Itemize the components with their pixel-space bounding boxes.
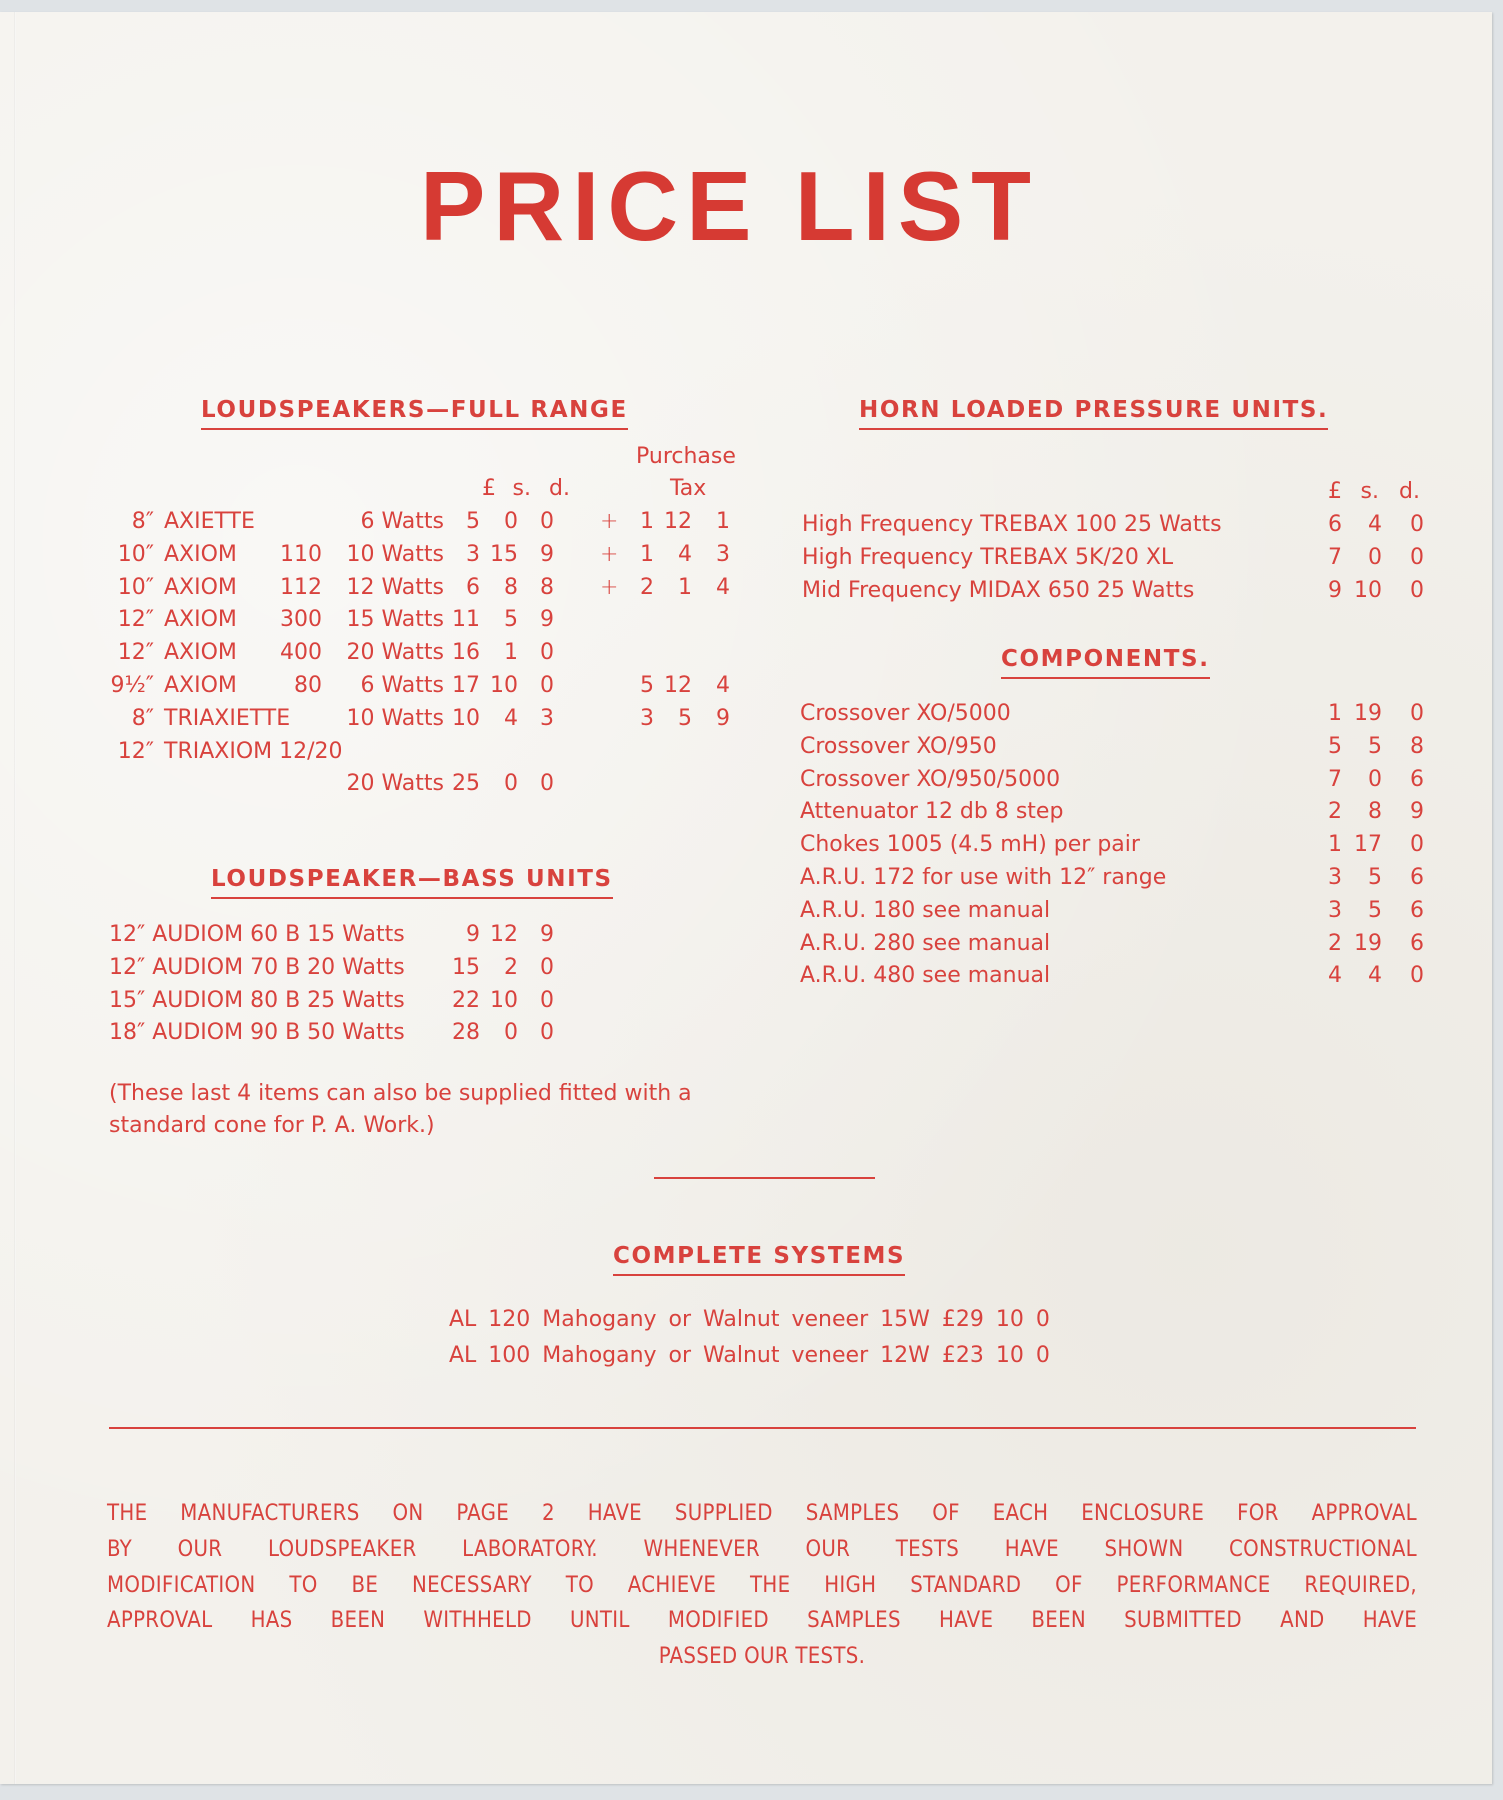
price-cell: 3 (640, 705, 654, 731)
price-cell: 1 (716, 509, 730, 534)
price-cell: 17 (452, 673, 480, 698)
speaker-model: AXIETTE (164, 509, 255, 534)
price-cell: 10 (452, 705, 480, 731)
price-cell: 1 (640, 541, 654, 567)
price-cell: 11 (452, 607, 480, 633)
price-cell: 5 (678, 705, 692, 731)
price-cell: 6 (1410, 766, 1424, 792)
plus-sign: + (600, 574, 619, 600)
full-range-heading: LOUDSPEAKERS—FULL RANGE (201, 397, 628, 430)
model-number: 400 (280, 640, 322, 666)
price-cell: 4 (716, 673, 730, 698)
price-cell: 0 (540, 1020, 554, 1046)
price-cell: 5 (1368, 897, 1382, 923)
price-cell: 8 (540, 574, 554, 600)
component-label: A.R.U. 172 for use with 12″ range (800, 865, 1167, 890)
price-cell: 6 (1328, 512, 1342, 537)
price-cell: 2 (1328, 799, 1342, 825)
wattage: 20 Watts (346, 771, 444, 797)
price-cell: 3 (540, 705, 554, 731)
purchase-tax-label: Purchase (636, 444, 736, 469)
speaker-size: 10″ (117, 541, 154, 567)
bass-unit-label: 15″ AUDIOM 80 B 25 Watts (109, 987, 405, 1013)
price-cell: 17 (1354, 832, 1382, 858)
price-cell: 19 (1354, 701, 1382, 726)
speaker-size: 12″ (117, 738, 154, 764)
price-cell: 2 (504, 954, 518, 980)
speaker-model: AXIOM (164, 574, 237, 600)
price-cell: 4 (504, 705, 518, 731)
paper-fold (14, 12, 16, 1784)
price-cell: 4 (1368, 512, 1382, 537)
horn-unit-label: High Frequency TREBAX 5K/20 XL (802, 544, 1174, 570)
speaker-model: AXIOM (164, 607, 237, 633)
price-cell: 22 (452, 987, 480, 1013)
section-divider-long (109, 1427, 1416, 1429)
wattage: 12 Watts (346, 574, 444, 600)
speaker-size: 12″ (117, 640, 154, 666)
price-cell: 0 (1410, 832, 1424, 858)
price-cell: 6 (466, 574, 480, 600)
speaker-size: 10″ (117, 574, 154, 600)
price-cell: 4 (1368, 963, 1382, 989)
model-number: 110 (280, 541, 322, 567)
disclaimer-line: THE MANUFACTURERS ON PAGE 2 HAVE SUPPLIED SAMPLES OF EACH ENCLOSURE FOR APPROVAL (107, 1501, 1417, 1526)
price-cell: 2 (640, 574, 654, 600)
price-cell: 0 (540, 640, 554, 666)
speaker-model: AXIOM (164, 640, 237, 666)
component-label: A.R.U. 280 see manual (800, 930, 1051, 956)
components-heading: COMPONENTS. (1001, 646, 1210, 679)
component-label: A.R.U. 180 see manual (800, 897, 1051, 923)
bass-unit-label: 12″ AUDIOM 60 B 15 Watts (109, 922, 405, 947)
price-cell: 0 (540, 771, 554, 797)
price-cell: 0 (504, 771, 518, 797)
price-cell: 10 (1354, 577, 1382, 603)
speaker-size: 12″ (117, 607, 154, 633)
price-cell: 0 (504, 1020, 518, 1046)
price-cell: 0 (540, 954, 554, 980)
price-cell: 0 (1410, 512, 1424, 537)
price-cell: 1 (640, 509, 654, 534)
price-cell: 15 (452, 954, 480, 980)
complete-system-row: AL 100 Mahogany or Walnut veneer 12W £23 10 0 (449, 1343, 1050, 1368)
price-cell: 0 (504, 509, 518, 534)
price-cell: 3 (1328, 865, 1342, 890)
price-cell: 5 (640, 673, 654, 698)
price-cell: 9 (1410, 799, 1424, 825)
component-label: Crossover XO/950/5000 (800, 766, 1061, 792)
price-cell: 15 (490, 541, 518, 567)
price-cell: 4 (716, 574, 730, 600)
price-cell: 9 (540, 607, 554, 633)
plus-sign: + (600, 509, 619, 534)
complete-system-row: AL 120 Mahogany or Walnut veneer 15W £29 10 0 (449, 1307, 1050, 1332)
plus-sign: + (600, 541, 619, 567)
component-label: Attenuator 12 db 8 step (800, 799, 1064, 825)
wattage: 6 Watts (360, 673, 444, 698)
price-cell: 8 (1368, 799, 1382, 825)
price-cell: 9 (466, 922, 480, 947)
speaker-model: AXIOM (164, 541, 237, 567)
price-cell: 0 (1410, 577, 1424, 603)
component-label: Crossover XO/5000 (800, 701, 1011, 726)
price-cell: 0 (1368, 766, 1382, 792)
price-cell: 6 (1410, 865, 1424, 890)
price-cell: 7 (1328, 544, 1342, 570)
price-cell: 6 (1410, 930, 1424, 956)
component-label: Crossover XO/950 (800, 733, 997, 759)
price-cell: 3 (466, 541, 480, 567)
horn-units-heading: HORN LOADED PRESSURE UNITS. (859, 397, 1328, 430)
page-title: PRICE LIST (420, 151, 1040, 261)
price-cell: 3 (716, 541, 730, 567)
wattage: 20 Watts (346, 640, 444, 666)
horn-unit-label: Mid Frequency MIDAX 650 25 Watts (802, 577, 1195, 603)
model-number: 300 (280, 607, 322, 633)
price-cell: 0 (540, 987, 554, 1013)
speaker-size: 8″ (131, 705, 154, 731)
disclaimer-line: BY OUR LOUDSPEAKER LABORATORY. WHENEVER OUR TESTS HAVE SHOWN CONSTRUCTIONAL (107, 1536, 1417, 1562)
speaker-model: TRIAXIETTE (164, 705, 291, 731)
horn-unit-label: High Frequency TREBAX 100 25 Watts (802, 512, 1222, 537)
price-cell: 4 (678, 541, 692, 567)
wattage: 6 Watts (360, 509, 444, 534)
price-cell: 5 (466, 509, 480, 534)
bass-note-line-1: (These last 4 items can also be supplied fitted with a (109, 1081, 692, 1106)
bass-unit-label: 18″ AUDIOM 90 B 50 Watts (109, 1020, 405, 1046)
complete-systems-heading: COMPLETE SYSTEMS (613, 1243, 905, 1276)
approval-disclaimer (107, 1496, 1417, 1675)
price-cell: 0 (540, 509, 554, 534)
disclaimer-line: PASSED OUR TESTS. (658, 1644, 866, 1670)
price-cell: 28 (452, 1020, 480, 1046)
price-cell: 9 (540, 922, 554, 947)
currency-headers-horn: £ s. d. (1328, 479, 1420, 504)
model-number: 112 (280, 574, 322, 600)
price-cell: 6 (1410, 897, 1424, 923)
price-cell: 3 (1328, 897, 1342, 923)
price-cell: 5 (1368, 733, 1382, 759)
disclaimer-line: MODIFICATION TO BE NECESSARY TO ACHIEVE THE HIGH STANDARD OF PERFORMANCE REQUIRED, (107, 1572, 1417, 1598)
price-cell: 9 (1328, 577, 1342, 603)
disclaimer-line: APPROVAL HAS BEEN WITHHELD UNTIL MODIFIED SAMPLES HAVE BEEN SUBMITTED AND HAVE (107, 1608, 1417, 1634)
price-cell: 0 (1410, 544, 1424, 570)
price-cell: 0 (1410, 701, 1424, 726)
section-divider-short (654, 1177, 875, 1179)
speaker-model: AXIOM (164, 673, 237, 698)
bass-unit-label: 12″ AUDIOM 70 B 20 Watts (109, 954, 405, 980)
speaker-size: 9½″ (110, 673, 154, 698)
price-cell: 19 (1354, 930, 1382, 956)
price-cell: 8 (1410, 733, 1424, 759)
currency-headers-full-range: £ s. d. (482, 476, 570, 501)
wattage: 10 Watts (346, 705, 444, 731)
price-cell: 1 (1328, 701, 1342, 726)
price-cell: 9 (540, 541, 554, 567)
wattage: 15 Watts (346, 607, 444, 633)
price-cell: 12 (664, 673, 692, 698)
price-cell: 8 (504, 574, 518, 600)
price-cell: 5 (504, 607, 518, 633)
price-cell: 1 (678, 574, 692, 600)
bass-note-line-2: standard cone for P. A. Work.) (109, 1113, 435, 1138)
price-cell: 7 (1328, 766, 1342, 792)
price-cell: 10 (490, 987, 518, 1013)
price-cell: 0 (1410, 963, 1424, 989)
model-number: 80 (294, 673, 322, 698)
price-cell: 12 (490, 922, 518, 947)
component-label: Chokes 1005 (4.5 mH) per pair (800, 832, 1140, 858)
price-cell: 5 (1368, 865, 1382, 890)
price-cell: 1 (504, 640, 518, 666)
price-cell: 9 (716, 705, 730, 731)
component-label: A.R.U. 480 see manual (800, 963, 1051, 989)
wattage: 10 Watts (346, 541, 444, 567)
price-cell: 0 (540, 673, 554, 698)
price-cell: 5 (1328, 733, 1342, 759)
speaker-size: 8″ (131, 509, 154, 534)
bass-units-heading: LOUDSPEAKER—BASS UNITS (211, 866, 613, 899)
price-cell: 10 (490, 673, 518, 698)
purchase-tax-label-2: Tax (670, 476, 707, 501)
price-cell: 25 (452, 771, 480, 797)
price-cell: 1 (1328, 832, 1342, 858)
price-cell: 0 (1368, 544, 1382, 570)
price-cell: 2 (1328, 930, 1342, 956)
price-cell: 16 (452, 640, 480, 666)
price-cell: 4 (1328, 963, 1342, 989)
price-cell: 12 (664, 509, 692, 534)
speaker-model: TRIAXIOM 12/20 (164, 738, 343, 764)
